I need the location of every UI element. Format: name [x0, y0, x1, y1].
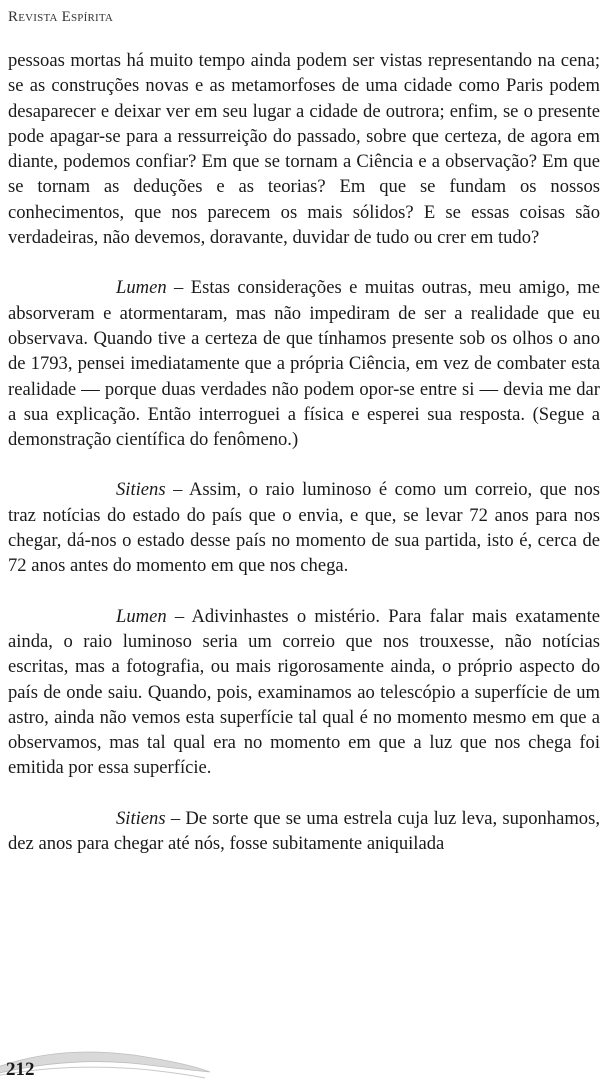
paragraph-1	[8, 48, 600, 250]
page-body	[8, 48, 600, 881]
paragraph-5	[8, 806, 600, 857]
paragraph-text: pessoas mortas há muito tempo ainda podem ser vistas representando na cena; se as construções novas e as metamorfoses de uma cidade como Paris podem desaparecer e deixar ver em seu lugar a cidade de outrora; enfim, se o presente pode apagar-se para a ressurreição do passado, sobre que certeza, de agora em diante, podemos confiar? Em que se tornam a Ciência e a observação? Em que se tornam as deduções e as teorias? Em que se fundam os nossos conhecimentos, que nos parecem os mais sólidos? E se essas coisas são verdadeiras, não devemos, doravante, duvidar de tudo ou crer em tudo?	[8, 50, 600, 249]
paragraph-3	[8, 477, 600, 578]
paragraph-4	[8, 604, 600, 781]
speaker-name: Sitiens	[116, 807, 166, 829]
page-number: 212	[6, 1059, 35, 1080]
running-head: Revista Espírita	[8, 9, 114, 25]
paragraph-text: – Assim, o raio luminoso é como um correio, que nos traz notícias do estado do país que o envia, e que, se levar 72 anos para nos chegar, dá-nos o estado desse país no momento de sua partida, isto é, cerca de 72 anos antes do momento em que nos chega.	[8, 479, 600, 577]
paragraph-2	[8, 275, 600, 452]
footer-ornament	[0, 1040, 300, 1089]
speaker-name: Sitiens	[116, 479, 166, 501]
paragraph-text: – De sorte que se uma estrela cuja luz leva, suponhamos, dez anos para chegar até nós, fosse subitamente aniquilada	[8, 807, 600, 855]
paragraph-text: – Estas considerações e muitas outras, meu amigo, me absorveram e atormentaram, mas não impediram de ser a realidade que eu observava. Quando tive a certeza de que tínhamos presente sob os olhos o ano de 1793, pensei imediatamente que a própria Ciência, em vez de combater esta realidade — porque duas verdades não podem opor-se entre si — devia me dar a sua explicação. Então interroguei a física e esperei sua resposta. (Segue a demonstração científica do fenômeno.)	[8, 277, 600, 451]
speaker-name: Lumen	[116, 277, 167, 299]
paragraph-text: – Adivinhastes o mistério. Para falar mais exatamente ainda, o raio luminoso seria um correio que nos trouxesse, não notícias escritas, mas a fotografia, ou mais rigorosamente ainda, o próprio aspecto do país de onde saiu. Quando, pois, examinamos ao telescópio a superfície de um astro, ainda não vemos esta superfície tal qual é no momento mesmo em que a observamos, mas tal qual era no momento em que a luz que nos chega foi emitida por essa superfície.	[8, 605, 600, 779]
swoosh-ornament-icon	[0, 1040, 300, 1089]
speaker-name: Lumen	[116, 605, 167, 627]
